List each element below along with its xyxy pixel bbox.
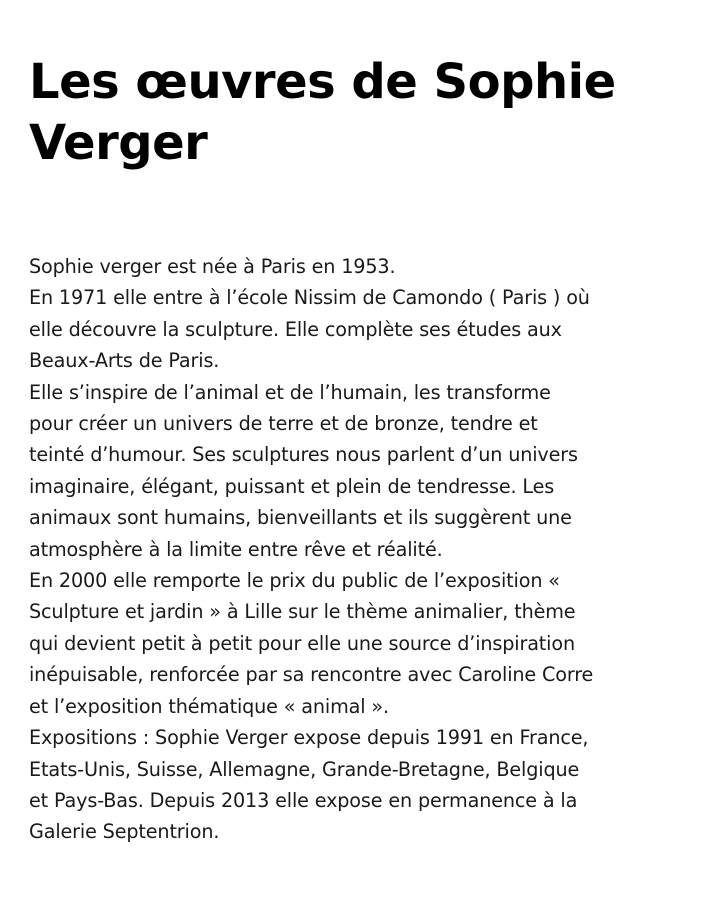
paragraph-education	[29, 282, 699, 376]
text-line: Beaux-Arts de Paris.	[29, 349, 220, 373]
page-title	[29, 52, 699, 174]
text-line: Etats-Unis, Suisse, Allemagne, Grande-Bretagne, Belgique	[29, 757, 580, 781]
text-line: teinté d’humour. Ses sculptures nous parlent d’un univers	[29, 443, 578, 467]
text-line: et Pays-Bas. Depuis 2013 elle expose en permanence à la	[29, 788, 578, 812]
text-line: En 1971 elle entre à l’école Nissim de Camondo ( Paris ) où	[29, 286, 590, 310]
text-line: Sculpture et jardin » à Lille sur le thème animalier, thème	[29, 600, 576, 624]
biography-text	[29, 251, 699, 848]
text-line: Galerie Septentrion.	[29, 820, 220, 844]
text-line: elle découvre la sculpture. Elle complète ses études aux	[29, 317, 562, 341]
text-line: et l’exposition thématique « animal ».	[29, 694, 389, 718]
paragraph-award	[29, 565, 699, 722]
paragraph-exhibitions	[29, 722, 699, 848]
text-line: Expositions : Sophie Verger expose depuis 1991 en France,	[29, 726, 589, 750]
paragraph-birth	[29, 251, 699, 282]
text-line: pour créer un univers de terre et de bronze, tendre et	[29, 412, 538, 436]
text-line: atmosphère à la limite entre rêve et réalité.	[29, 537, 443, 561]
text-line: imaginaire, élégant, puissant et plein de tendresse. Les	[29, 474, 555, 498]
text-line: qui devient petit à petit pour elle une source d’inspiration	[29, 631, 575, 655]
page-title-line: Verger	[29, 115, 208, 171]
article	[29, 52, 699, 848]
text-line: Sophie verger est née à Paris en 1953.	[29, 255, 396, 278]
page-title-line: Les œuvres de Sophie	[29, 54, 616, 110]
text-line: Elle s’inspire de l’animal et de l’humain, les transforme	[29, 380, 551, 404]
text-line: inépuisable, renforcée par sa rencontre avec Caroline Corre	[29, 663, 594, 687]
text-line: animaux sont humains, bienveillants et ils suggèrent une	[29, 506, 572, 530]
paragraph-inspiration	[29, 377, 699, 565]
text-line: En 2000 elle remporte le prix du public de l’exposition «	[29, 569, 560, 593]
